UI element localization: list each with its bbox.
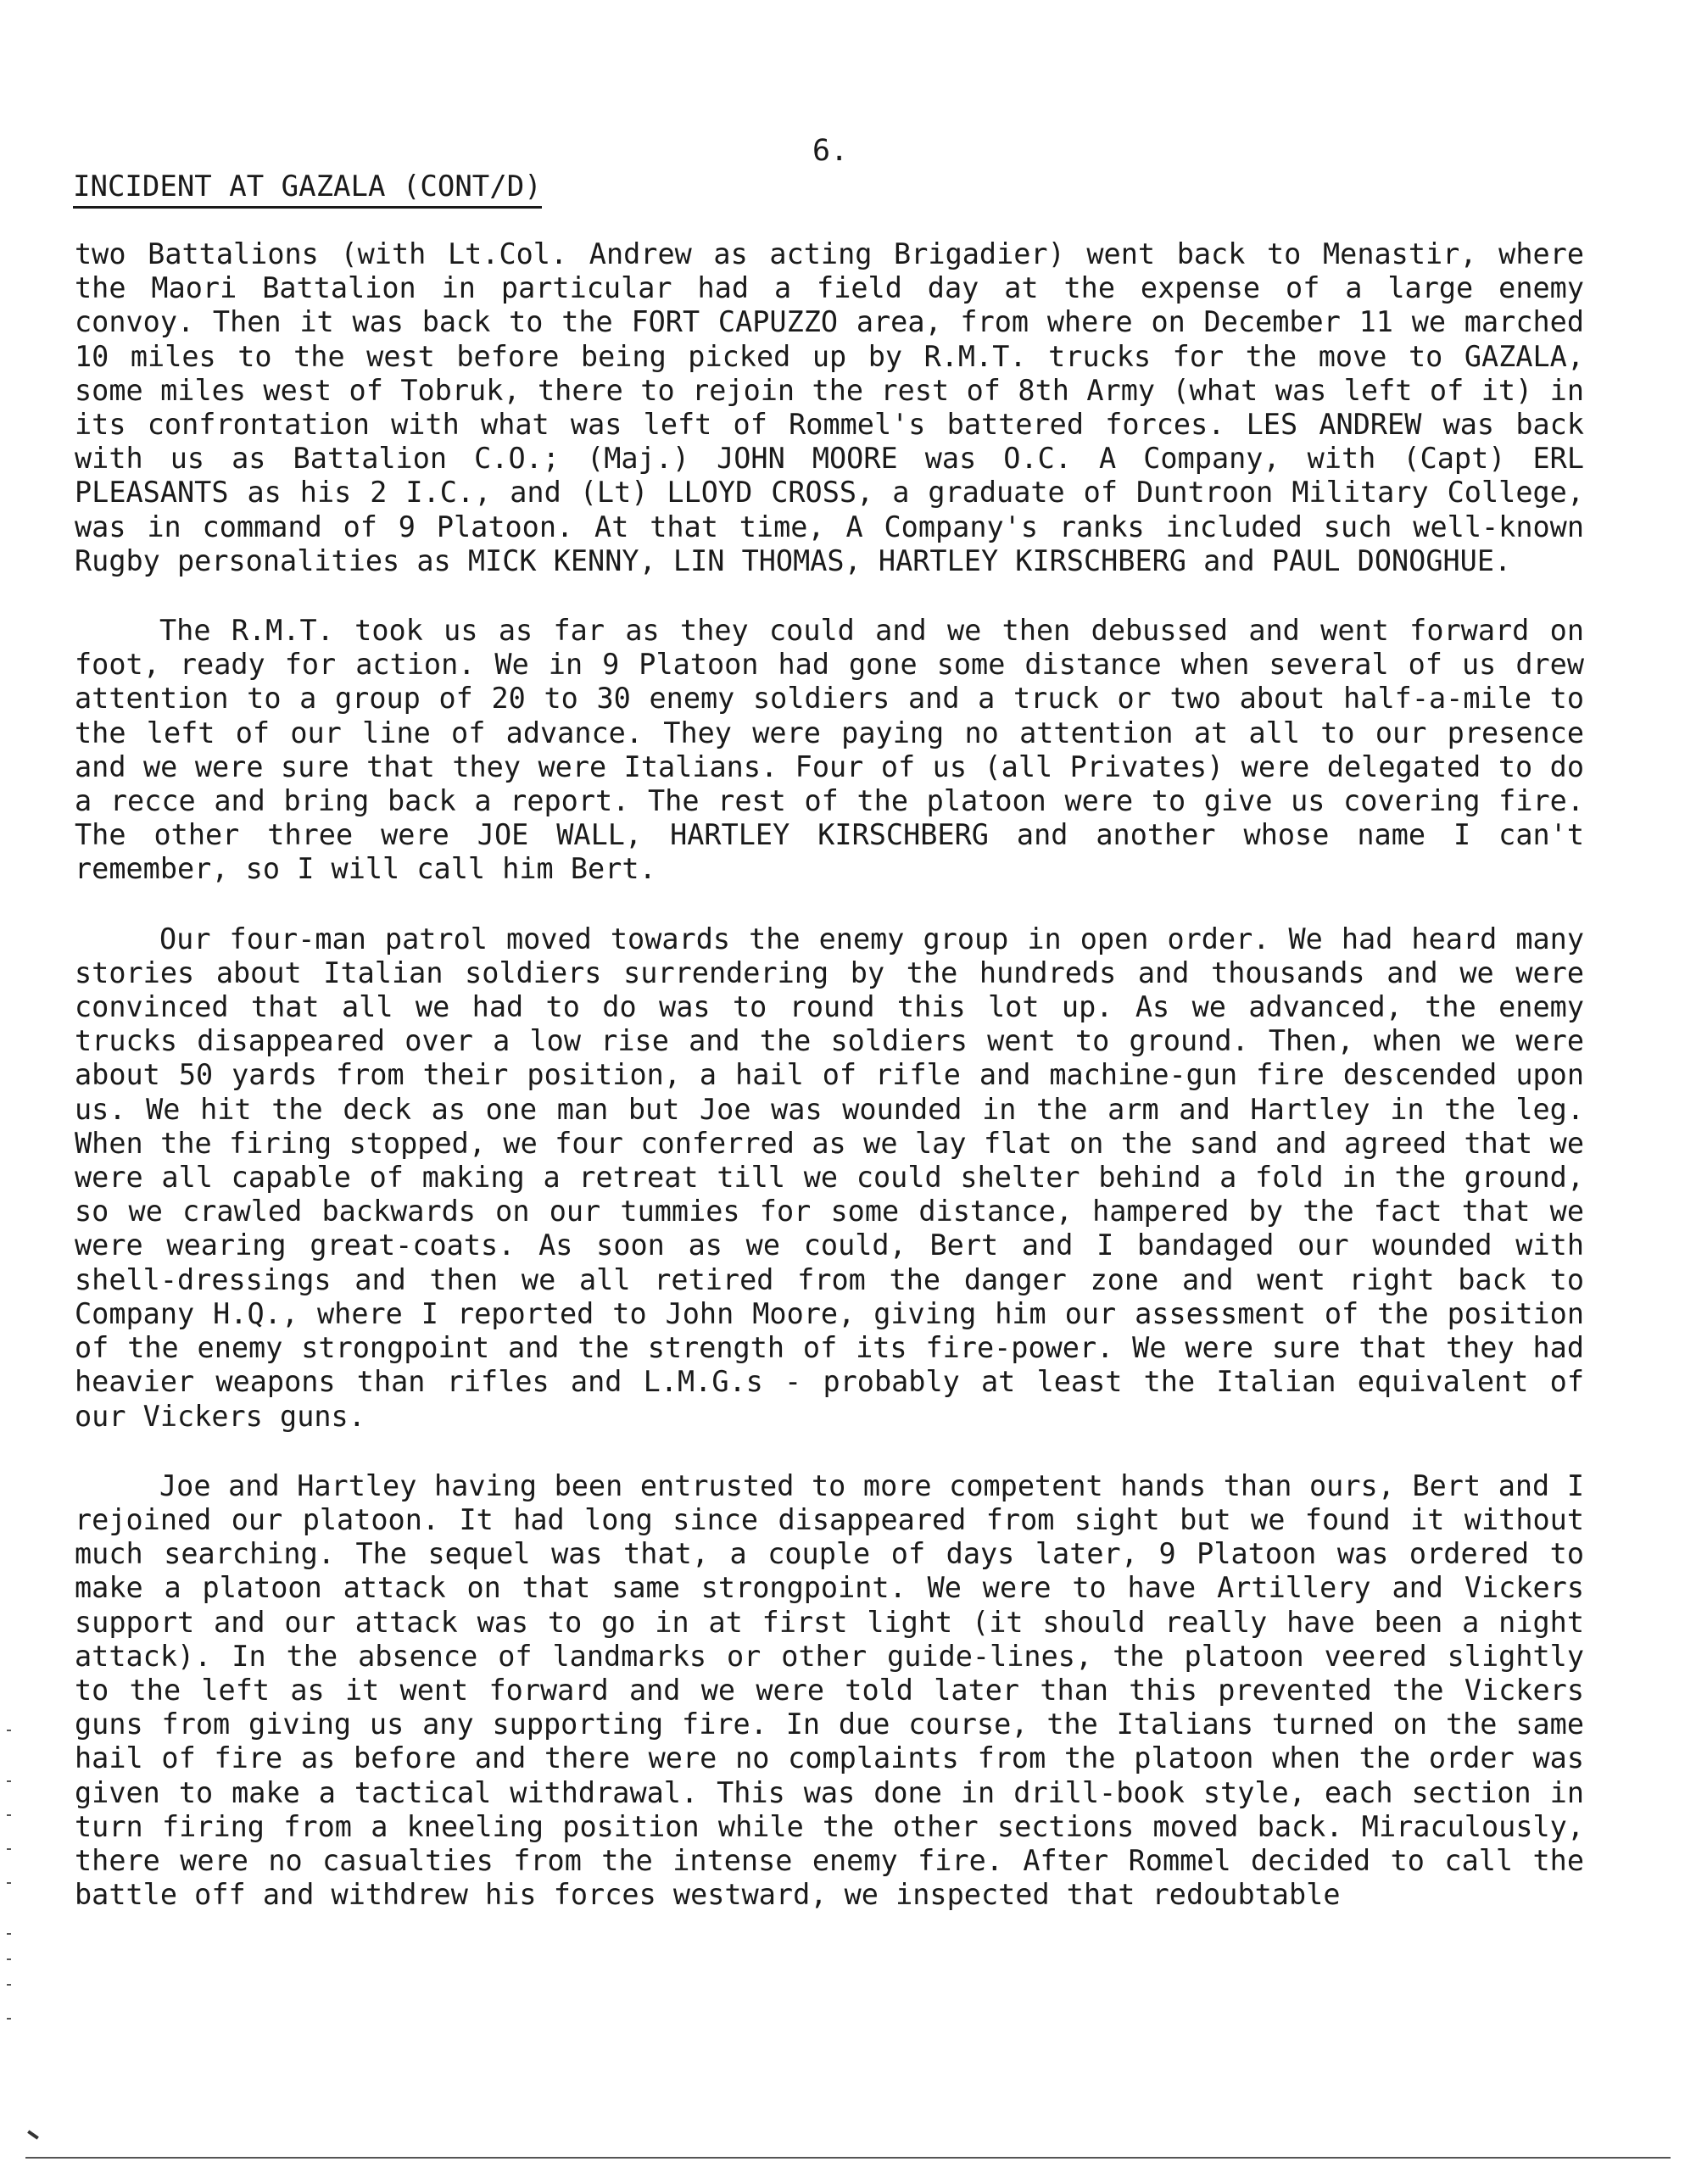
page-number: 6. bbox=[812, 134, 849, 168]
bottom-rule bbox=[25, 2157, 1671, 2159]
page-heading: INCIDENT AT GAZALA (CONT/D) bbox=[73, 170, 542, 209]
margin-ticks bbox=[7, 1730, 12, 2035]
paragraph-2: The R.M.T. took us as far as they could and we then debussed and went forward on foot, ready for action. We in 9 Platoon had gone some distance when several of us drew attention to a group of 20 to 30 enemy soldiers and a truck or two about half-a-mile to the left of our line of advance. They were paying no attention at all to our presence and we were sure that they were Italians. Four of us (all Privates) were delegated to do a recce and bring back a report. The rest of the platoon were to give us covering fire. The other three were JOE WALL, HARTLEY KIRSCHBERG and another whose name I can't remember, so I will call him Bert. bbox=[75, 614, 1584, 886]
paragraph-3: Our four-man patrol moved towards the enemy group in open order. We had heard many stories about Italian soldiers surrendering by the hundreds and thousands and we were convinced that all we had to do was to round this lot up. As we advanced, the enemy trucks disappeared over a low rise and the soldiers went to ground. Then, when we were about 50 yards from their position, a hail of rifle and machine-gun fire descended upon us. We hit the deck as one man but Joe was wounded in the arm and Hartley in the leg. When the firing stopped, we four conferred as we lay flat on the sand and agreed that we were all capable of making a retreat till we could shelter behind a fold in the ground, so we crawled backwards on our tummies for some distance, hampered by the fact that we were wearing great-coats. As soon as we could, Bert and I bandaged our wounded with shell-dressings and then we all retired from the danger zone and went right back to Company H.Q., where I reported to John Moore, giving him our assessment of the position of the enemy strongpoint and the strength of its fire-power. We were sure that they had heavier weapons than rifles and L.M.G.s - probably at least the Italian equivalent of our Vickers guns. bbox=[75, 922, 1584, 1433]
body-text bbox=[75, 237, 1584, 1947]
paragraph-4: Joe and Hartley having been entrusted to more competent hands than ours, Bert and I rejoined our platoon. It had long since disappeared from sight but we found it without much searching. The sequel was that, a couple of days later, 9 Platoon was ordered to make a platoon attack on that same strongpoint. We were to have Artillery and Vickers support and our attack was to go in at first light (it should really have been a night attack). In the absence of landmarks or other guide-lines, the platoon veered slightly to the left as it went forward and we were told later than this prevented the Vickers guns from giving us any supporting fire. In due course, the Italians turned on the same hail of fire as before and there were no complaints from the platoon when the order was given to make a tactical withdrawal. This was done in drill-book style, each section in turn firing from a kneeling position while the other sections moved back. Miraculously, there were no casualties from the intense enemy fire. After Rommel decided to call the battle off and withdrew his forces westward, we inspected that redoubtable bbox=[75, 1468, 1584, 1912]
corner-scan-mark bbox=[27, 2130, 39, 2139]
paragraph-1: two Battalions (with Lt.Col. Andrew as acting Brigadier) went back to Menastir, where the Maori Battalion in particular had a field day at the expense of a large enemy convoy. Then it was back to the FORT CAPUZZO area, from where on December 11 we marched 10 miles to the west before being picked up by R.M.T. trucks for the move to GAZALA, some miles west of Tobruk, there to rejoin the rest of 8th Army (what was left of it) in its confrontation with what was left of Rommel's battered forces. LES ANDREW was back with us as Battalion C.O.; (Maj.) JOHN MOORE was O.C. A Company, with (Capt) ERL PLEASANTS as his 2 I.C., and (Lt) LLOYD CROSS, a graduate of Duntroon Military College, was in command of 9 Platoon. At that time, A Company's ranks included such well-known Rugby personalities as MICK KENNY, LIN THOMAS, HARTLEY KIRSCHBERG and PAUL DONOGHUE. bbox=[75, 237, 1584, 577]
